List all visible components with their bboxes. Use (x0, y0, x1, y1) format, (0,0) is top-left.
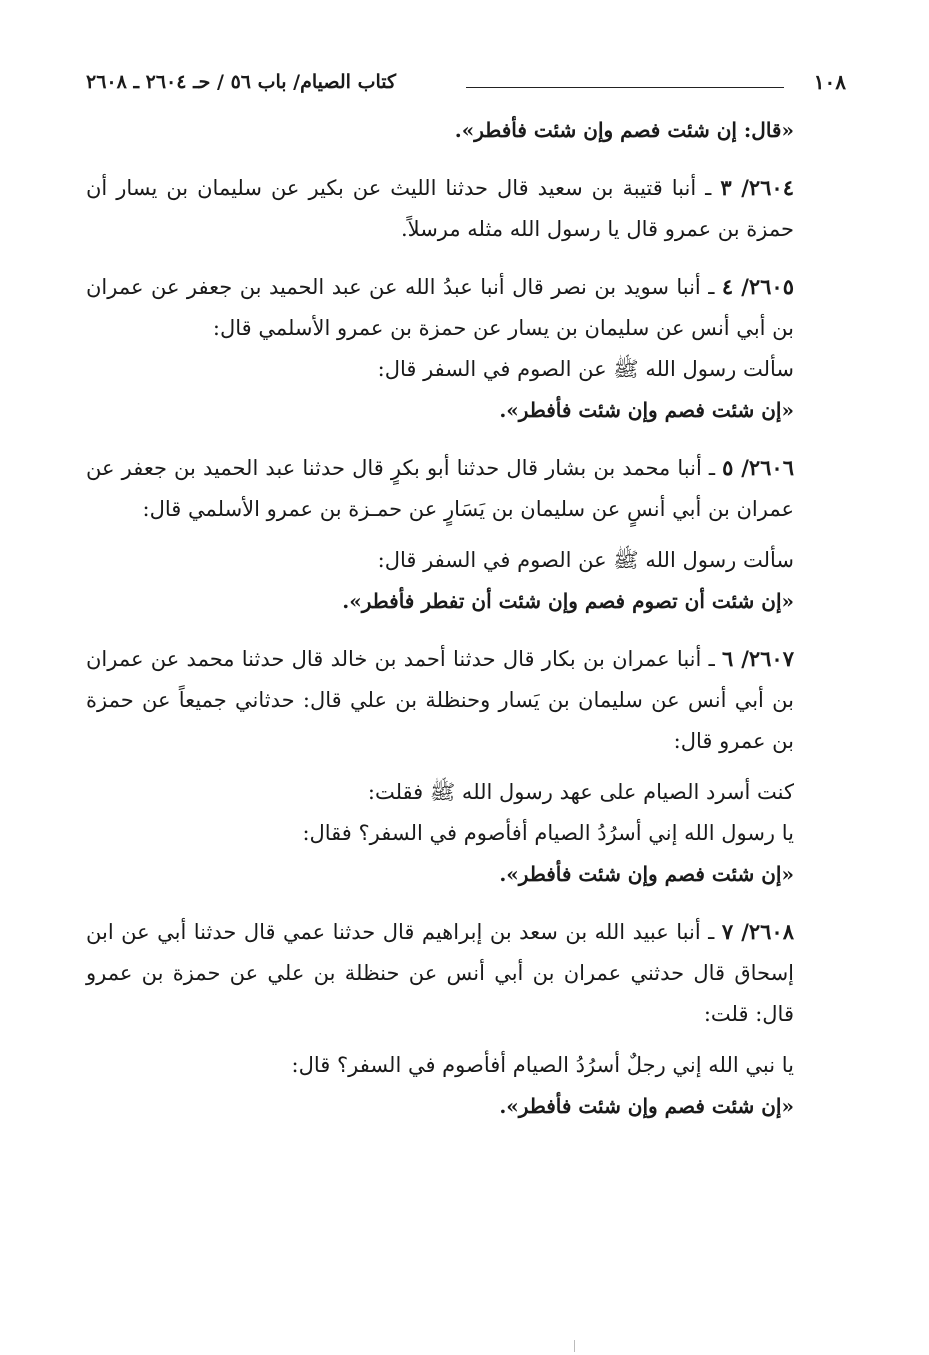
book-page (86, 60, 846, 1340)
hadith-number: ٢٦٠٦/ ٥ (722, 455, 794, 480)
hadith-entry (86, 266, 846, 431)
hadith-quote: «إن شئت فصم وإن شئت فأفطر». (499, 398, 794, 422)
hadith-number: ٢٦٠٨/ ٧ (721, 919, 794, 944)
hadith-entry (86, 447, 846, 622)
print-mark (574, 1340, 575, 1352)
hadith-number: ٢٦٠٤/ ٣ (720, 175, 794, 200)
hadith-line: يا رسول الله إني أسرُدُ الصيام أفأصوم في السفر؟ فقال: (302, 821, 794, 845)
hadith-paragraph (86, 638, 846, 762)
page-number: ١٠٨ (813, 70, 846, 94)
opening-quote: «قال: إن شئت فصم وإن شئت فأفطر». (454, 118, 794, 142)
hadith-line: كنت أسرد الصيام على عهد رسول الله ﷺ فقلت: (367, 780, 794, 804)
hadith-paragraph (86, 167, 846, 250)
header-title: كتاب الصيام/ باب ٥٦ / حـ ٢٦٠٤ ـ ٢٦٠٨ (86, 70, 397, 93)
hadith-line: يا نبي الله إني رجلٌ أسرُدُ الصيام أفأصوم في السفر؟ قال: (291, 1053, 794, 1077)
hadith-quote: «إن شئت أن تصوم فصم وإن شئت أن تفطر فأفطر». (342, 589, 794, 613)
hadith-number: ٢٦٠٧/ ٦ (722, 646, 794, 671)
page-content (86, 110, 846, 1127)
hadith-text: ـ أنبا قتيبة بن سعيد قال حدثنا الليث عن بكير عن سليمان بن يسار أن حمزة بن عمرو قال يا رسول الله مثله مرسلاً. (86, 176, 794, 241)
hadith-text: ـ أنبا عمران بن بكار قال حدثنا أحمد بن خالد قال حدثنا محمد عن عمران بن أبي أنس عن سليمان بن يَسار وحنظلة بن علي قال: حدثاني جميعاً عن حمزة بن عمرو قال: (86, 647, 794, 753)
hadith-number: ٢٦٠٥/ ٤ (721, 274, 794, 299)
hadith-text: ـ أنبا عبيد الله بن سعد بن إبراهيم قال حدثنا عمي قال حدثنا أبي عن ابن إسحاق قال حدثني عمران بن أبي أنس عن حنظلة بن علي عن حمزة بن عمرو قال: قلت: (86, 920, 794, 1026)
header-rule (466, 87, 784, 88)
running-header (86, 60, 846, 104)
hadith-entry (86, 638, 846, 895)
hadith-paragraph (86, 911, 846, 1035)
hadith-entry (86, 167, 846, 250)
hadith-text: ـ أنبا محمد بن بشار قال حدثنا أبو بكرٍ قال حدثنا عبد الحميد بن جعفر عن عمران بن أبي أنسٍ عن سليمان بن يَسَارٍ عن حمـزة بن عمرو الأسلمي قال: (86, 456, 794, 521)
hadith-paragraph (86, 266, 846, 349)
hadith-text: ـ أنبا سويد بن نصر قال أنبا عبدُ الله عن عبد الحميد بن جعفر عن عمران بن أبي أنس عن سليمان بن يسار عن حمزة بن عمرو الأسلمي قال: (86, 275, 794, 340)
hadith-line: سألت رسول الله ﷺ عن الصوم في السفر قال: (377, 548, 794, 572)
hadith-quote: «إن شئت فصم وإن شئت فأفطر». (499, 862, 794, 886)
hadith-paragraph (86, 447, 846, 530)
hadith-quote: «إن شئت فصم وإن شئت فأفطر». (499, 1094, 794, 1118)
hadith-entry (86, 911, 846, 1127)
hadith-line: سألت رسول الله ﷺ عن الصوم في السفر قال: (377, 357, 794, 381)
